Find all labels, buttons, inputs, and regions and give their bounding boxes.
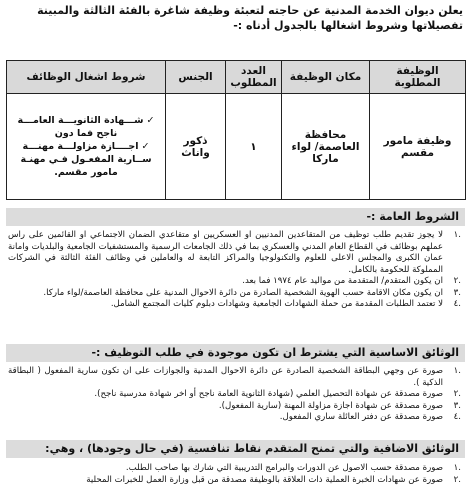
list-item: .٣ ان يكون مكان الاقامة حسب الهوية الشخصية الصادرة من دائرة الاحوال المدنية على محافظة العاصمة/لواء ماركا.: [43, 287, 461, 298]
list-item: .١ صورة عن وجهي البطاقة الشخصية الصادرة عن دائرة الاحوال المدنية والجوازات على ان تكون سارية المفعول ( البطاقة الذكية ).: [8, 366, 461, 388]
duty-item: ✓اجــــازة مزاولـــة مهنـــة ســارية المفعـول فـي مهنـة مامور مقسم.: [20, 141, 152, 178]
duty-item: ✓شـــهادة الثانويـــة العامـــة ناجح فما دون: [17, 115, 155, 139]
list-item: .٢ صورة مصدقة عن شهادة التحصيل العلمي (شهادة الثانوية العامة ناجح أو اخر شهادة مدرسية ناجح).: [94, 389, 461, 399]
docs-list: [8, 366, 461, 424]
job-table: [6, 60, 466, 200]
extra-title: الوثائق الاضافية والتي تمنح المتقدم نقاط تنافسية (في حال وجودها) ، وهي:: [6, 440, 465, 458]
cell-location: محافظة العاصمة/ لواء ماركا: [282, 94, 370, 200]
cell-count: ١: [226, 94, 282, 200]
header-gender: الجنس: [166, 61, 226, 94]
cell-duties: [7, 94, 166, 200]
list-item: .٤ لا تعتمد الطلبات المقدمة من حملة الشهادات الجامعية وشهادات دبلوم كليات المجتمع الشامل.: [110, 299, 461, 309]
table-row: [7, 94, 466, 200]
check-icon: ✓: [146, 115, 155, 126]
header-job: الوظيفة المطلوبة: [370, 61, 466, 94]
header-count: العدد المطلوب: [226, 61, 282, 94]
general-title: الشروط العامة :-: [6, 208, 465, 226]
intro-text: يعلن ديوان الخدمة المدنية عن حاجته لتعبئة وظيفة شاغرة بالفئة الثالثة والمبينة تفصيلاتها وشروط اشغالها بالجدول أدناه :-: [37, 4, 463, 32]
list-item: .٤ صورة مصدقة عن دفتر العائلة ساري المفعول.: [279, 412, 461, 422]
list-item: .٢ ان يكون المتقدم/ المتقدمة من مواليد عام ١٩٧٤ فما بعد.: [242, 276, 461, 286]
list-item: .١ صورة مصدقة حسب الاصول عن الدورات والبرامج التدريبية التي شارك بها صاحب الطلب.: [125, 463, 461, 473]
extra-list: [8, 463, 461, 486]
list-item: .٢ صورة عن شهادات الخبرة العملية ذات العلاقة بالوظيفة مصدقة من قبل وزارة العمل للخبرات المحلية: [86, 474, 461, 485]
list-item: .٣ صورة مصدقة عن شهادة اجازة مزاولة المهنة (سارية المفعول).: [218, 400, 461, 411]
cell-gender: ذكور واناث: [166, 94, 226, 200]
list-item: .١ لا يجوز تقديم طلب توظيف من المتقاعدين المدنيين او العسكريين او متقاعدي الضمان الاجتماعي او القائمين على راس عملهم بوظائف في القطاع العام المدني والعسكري بما في ذلك الجامعات الرسمية والمستشفيات الجامعية والبلديات وامانة عمان الكبرى والمجلس الاعلى للعلوم والتكنولوجيا والمراكز التابعة له والعاملين في وظائف الفئة الثالثة في الشركات المملوكة للحكومة بالكامل.: [8, 230, 461, 275]
cell-job: وظيفة مامور مقسم: [370, 94, 466, 200]
general-list: [8, 230, 461, 311]
check-icon: ✓: [141, 141, 150, 152]
header-location: مكان الوظيفة: [282, 61, 370, 94]
header-duties: شروط اشغال الوظائف: [7, 61, 166, 94]
docs-title: الوثائق الاساسية التي يشترط ان تكون موجودة في طلب التوظيف :-: [6, 344, 465, 362]
